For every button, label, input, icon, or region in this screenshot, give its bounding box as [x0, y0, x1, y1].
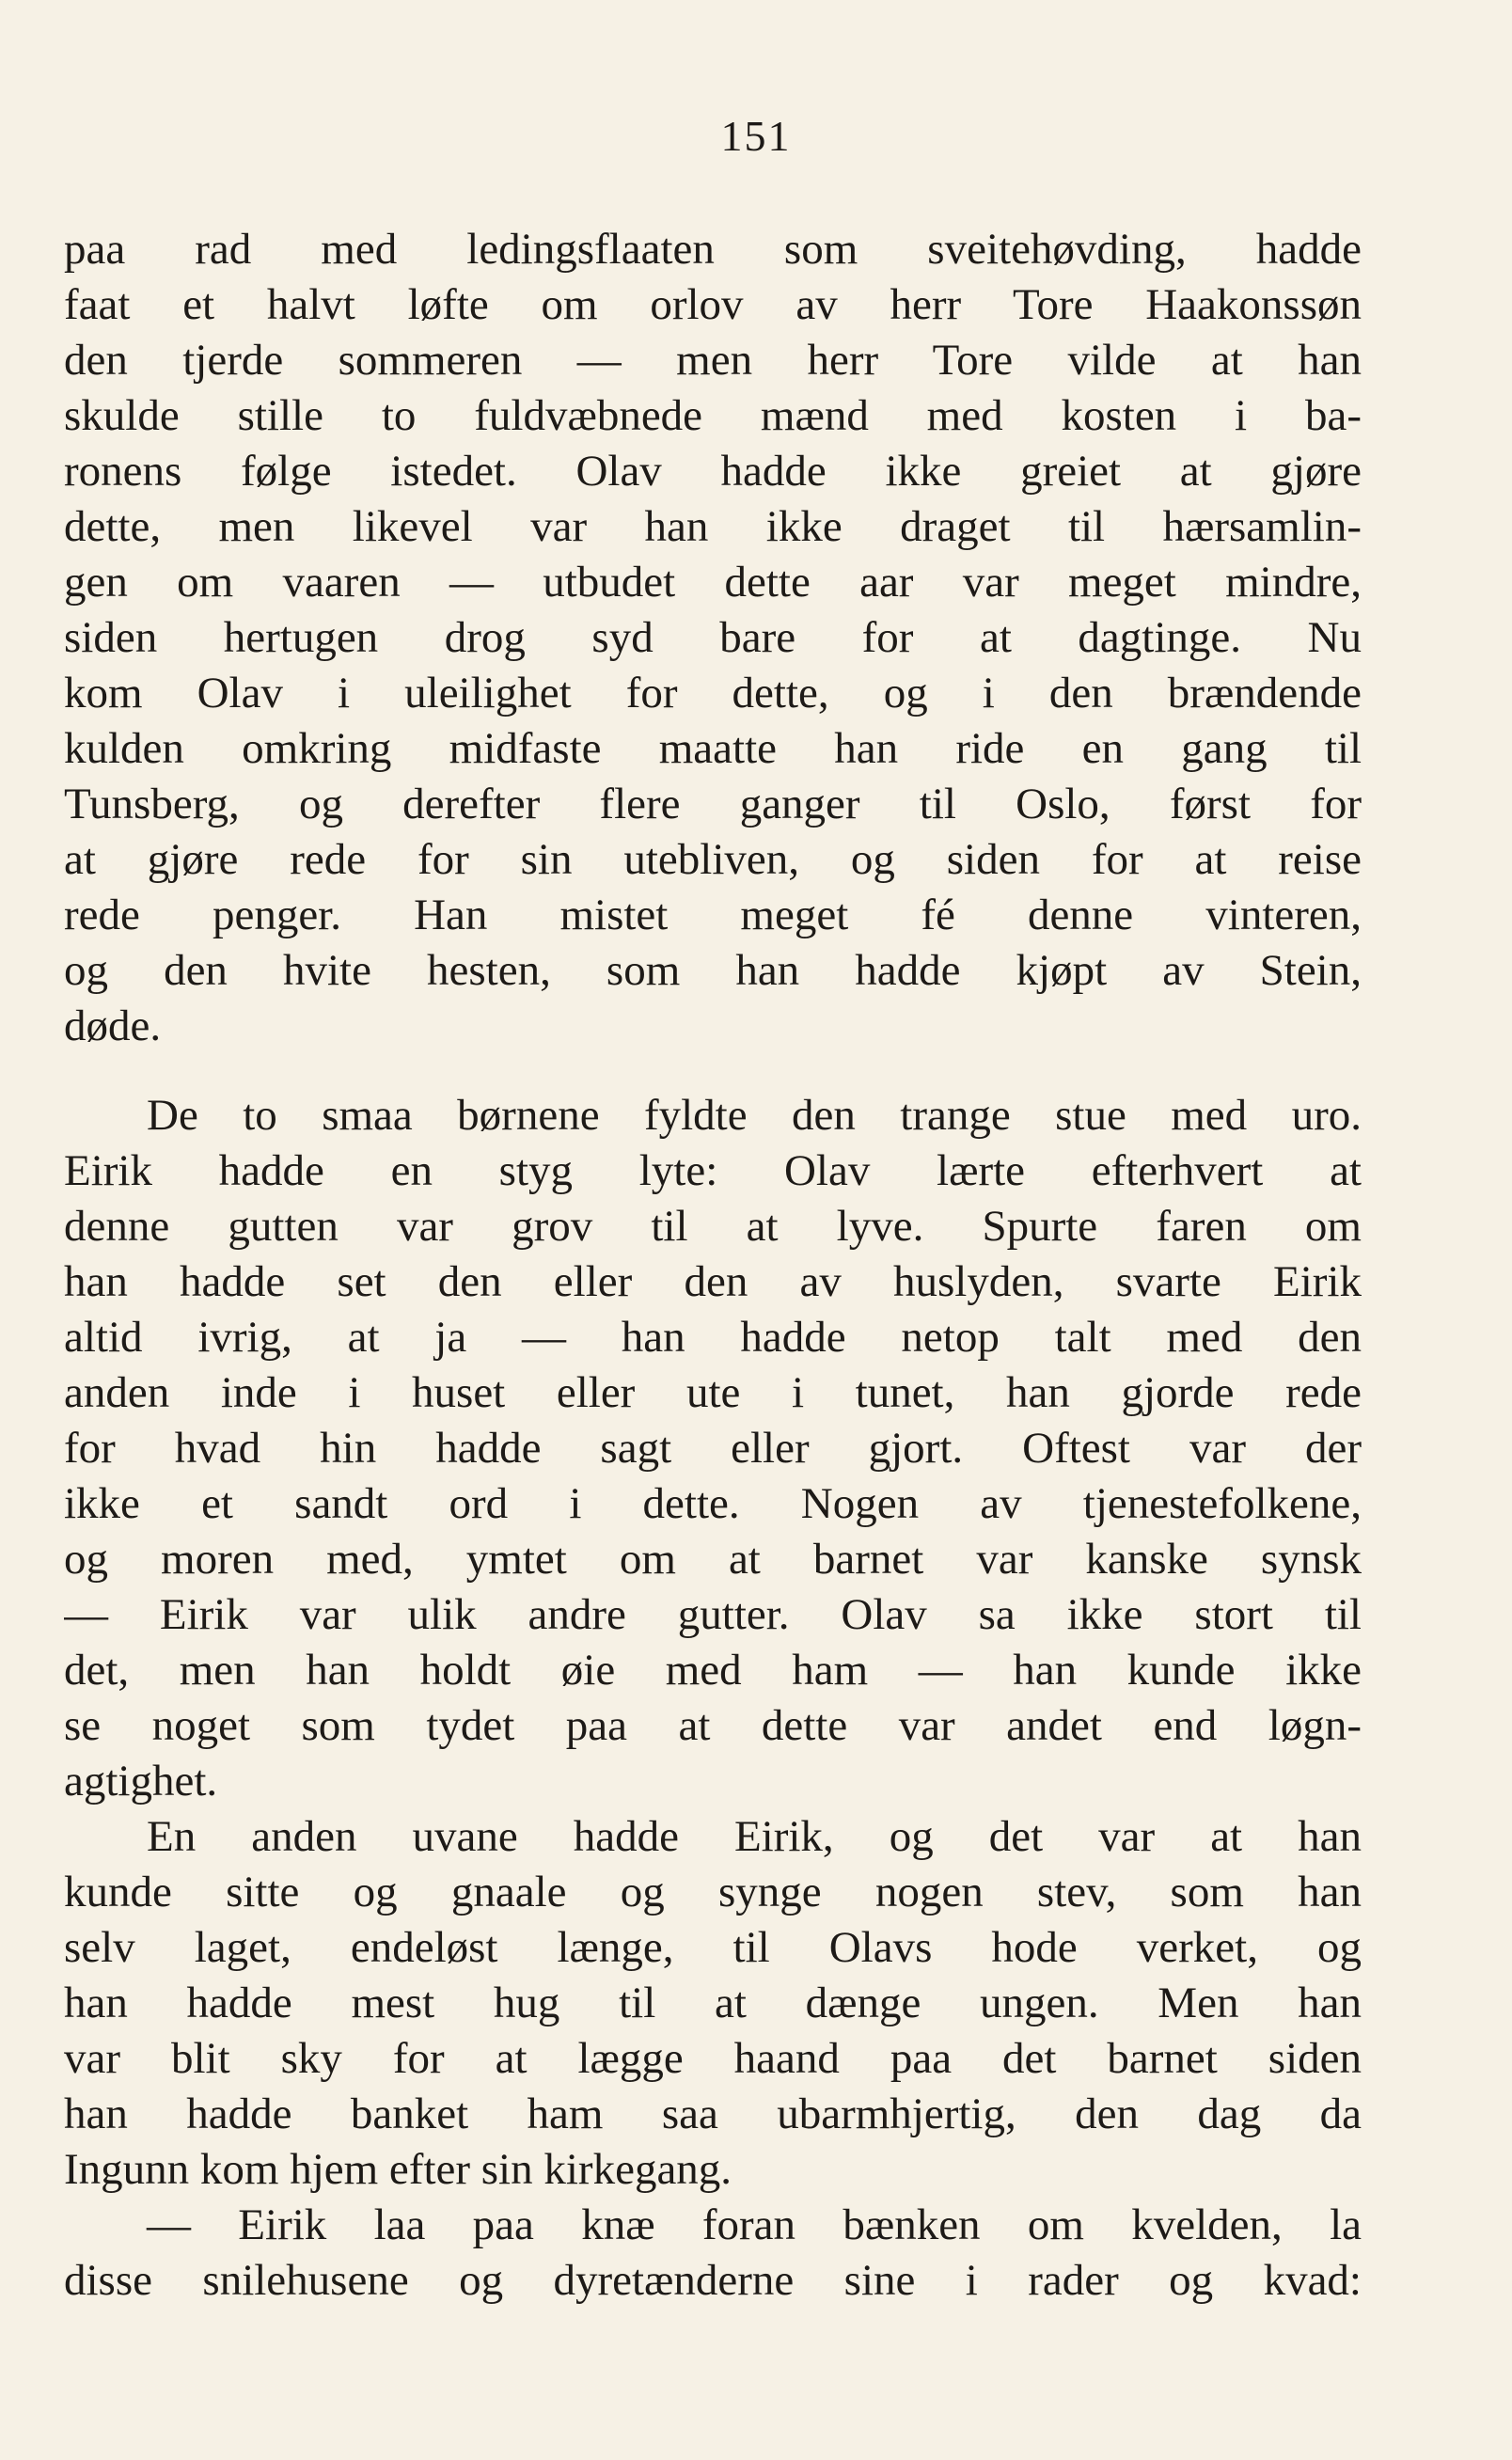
text-line: — Eirik var ulik andre gutter. Olav sa ikke stort til — [64, 1590, 1362, 1639]
text-line: rede penger. Han mistet meget fé denne vinteren, — [64, 891, 1362, 939]
text-line: gen om vaaren — utbudet dette aar var meget mindre, — [64, 558, 1362, 607]
text-line: — Eirik laa paa knæ foran bænken om kvelden, la — [147, 2200, 1362, 2249]
text-line: skulde stille to fuldvæbnede mænd med kosten i ba- — [64, 391, 1362, 440]
text-line: Tunsberg, og derefter flere ganger til Oslo, først for — [64, 780, 1362, 828]
text-line: se noget som tydet paa at dette var andet end løgn- — [64, 1701, 1362, 1750]
text-line: og moren med, ymtet om at barnet var kanske synsk — [64, 1535, 1362, 1584]
text-line: kunde sitte og gnaale og synge nogen stev, som han — [64, 1868, 1362, 1916]
text-line: selv laget, endeløst længe, til Olavs hode verket, og — [64, 1923, 1362, 1972]
text-line: kom Olav i uleilighet for dette, og i den brændende — [64, 669, 1362, 718]
paragraph-spacer — [64, 1054, 1362, 1088]
text-line: agtighet. — [64, 1757, 218, 1806]
text-line: kulden omkring midfaste maatte han ride en gang til — [64, 724, 1362, 773]
paragraph-4 — [64, 2198, 1362, 2309]
text-line: han hadde set den eller den av huslyden, svarte Eirik — [64, 1257, 1362, 1306]
text-line: døde. — [64, 1001, 162, 1050]
text-line: Eirik hadde en styg lyte: Olav lærte efterhvert at — [64, 1146, 1362, 1195]
paragraph-1 — [64, 222, 1362, 1054]
text-line: denne gutten var grov til at lyve. Spurte faren om — [64, 1202, 1362, 1251]
text-line: anden inde i huset eller ute i tunet, han gjorde rede — [64, 1368, 1362, 1417]
text-line: han hadde banket ham saa ubarmhjertig, den dag da — [64, 2089, 1362, 2138]
paragraph-2 — [64, 1088, 1362, 1809]
text-line: disse snilehusene og dyretænderne sine i rader og kvad: — [64, 2256, 1362, 2305]
text-line: altid ivrig, at ja — han hadde netop talt med den — [64, 1313, 1362, 1362]
paragraph-3 — [64, 1809, 1362, 2198]
text-line: En anden uvane hadde Eirik, og det var at han — [147, 1812, 1362, 1861]
text-line: faat et halvt løfte om orlov av herr Tore Haakonssøn — [64, 280, 1362, 329]
text-line: det, men han holdt øie med ham — han kunde ikke — [64, 1646, 1362, 1695]
text-line: han hadde mest hug til at dænge ungen. Men han — [64, 1979, 1362, 2027]
body-text — [64, 222, 1362, 2309]
text-line: paa rad med ledingsflaaten som sveitehøvding, hadde — [64, 225, 1362, 274]
text-line: var blit sky for at lægge haand paa det barnet siden — [64, 2034, 1362, 2083]
text-line: siden hertugen drog syd bare for at dagtinge. Nu — [64, 613, 1362, 662]
text-line: De to smaa børnene fyldte den trange stue med uro. — [147, 1091, 1362, 1140]
text-line: og den hvite hesten, som han hadde kjøpt av Stein, — [64, 946, 1362, 995]
text-line: for hvad hin hadde sagt eller gjort. Oftest var der — [64, 1424, 1362, 1473]
text-line: ikke et sandt ord i dette. Nogen av tjenestefolkene, — [64, 1479, 1362, 1528]
text-line: dette, men likevel var han ikke draget til hærsamlin- — [64, 502, 1362, 551]
page-number: 151 — [720, 112, 792, 160]
text-line: den tjerde sommeren — men herr Tore vilde at han — [64, 336, 1362, 385]
text-line: ronens følge istedet. Olav hadde ikke greiet at gjøre — [64, 447, 1362, 496]
text-line: at gjøre rede for sin utebliven, og siden for at reise — [64, 835, 1362, 884]
text-line: Ingunn kom hjem efter sin kirkegang. — [64, 2145, 732, 2194]
